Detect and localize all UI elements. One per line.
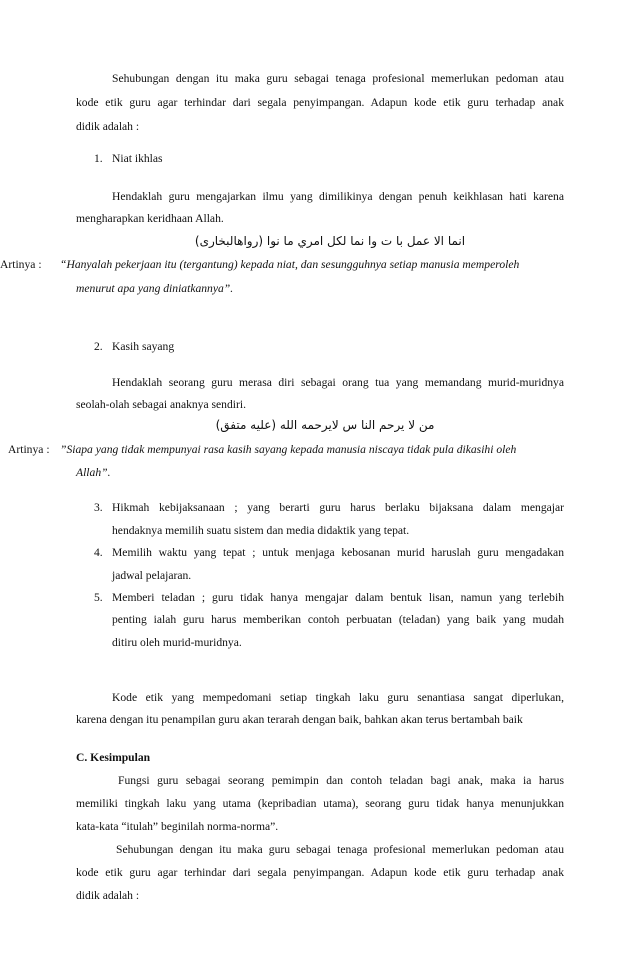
conclusion-heading: C. Kesimpulan: [76, 751, 151, 764]
conclusion-p1-line-3: kata-kata “itulah” beginilah norma-norma”.: [76, 820, 279, 833]
item-5-line-2: penting ialah guru harus memberikan contoh perbuatan (teladan) yang baik yang mudah: [112, 613, 564, 626]
item-1-arabic-hadith: انما الا عمل با ت وا نما لكل امري ما نوا (رواهالبخارى): [194, 234, 466, 248]
item-1-para-line-2: mengharapkan keridhaan Allah.: [76, 212, 224, 225]
item-2-para-line-2: seolah-olah sebagai anaknya sendiri.: [76, 398, 246, 411]
item-2-title: Kasih sayang: [112, 340, 175, 353]
item-4-line-1: Memilih waktu yang tepat ; untuk menjaga kebosanan murid haruslah guru mengadakan: [112, 546, 564, 559]
item-1-title: Niat ikhlas: [112, 152, 163, 165]
item-5-number: 5.: [94, 591, 103, 604]
closing-line-2: karena dengan itu penampilan guru akan terarah dengan baik, bahkan akan terus bertambah baik: [76, 713, 523, 726]
item-3-line-2: hendaknya memilih suatu sistem dan media didaktik yang tepat.: [112, 524, 410, 537]
item-5-line-1: Memberi teladan ; guru tidak hanya mengajar dalam bentuk lisan, namun yang terlebih: [112, 591, 564, 604]
conclusion-p1-line-2: memiliki tingkah laku yang utama (kepribadian utama), seorang guru tidak hanya menunjukkan: [76, 797, 564, 810]
conclusion-p2-line-2: kode etik guru agar terhindar dari segala penyimpangan. Adapun kode etik guru terhadap anak: [76, 866, 564, 879]
conclusion-p1-line-1: Fungsi guru sebagai seorang pemimpin dan contoh teladan bagi anak, maka ia harus: [118, 774, 564, 787]
item-2-translation-line-1: ”Siapa yang tidak mempunyai rasa kasih sayang kepada manusia niscaya tidak pula dikasihi oleh: [60, 443, 517, 456]
intro-line-1: Sehubungan dengan itu maka guru sebagai tenaga profesional memerlukan pedoman atau: [112, 72, 564, 85]
conclusion-p2-line-1: Sehubungan dengan itu maka guru sebagai tenaga profesional memerlukan pedoman atau: [116, 843, 564, 856]
intro-line-3: didik adalah :: [76, 120, 140, 133]
item-2-number: 2.: [94, 340, 103, 353]
item-3-line-1: Hikmah kebijaksanaan ; yang berarti guru harus berlaku bijaksana dalam mengajar: [112, 501, 564, 514]
item-1-translation-line-2: menurut apa yang diniatkannya”.: [76, 282, 234, 295]
item-4-line-2: jadwal pelajaran.: [112, 569, 192, 582]
item-1-para-line-1: Hendaklah guru mengajarkan ilmu yang dimilikinya dengan penuh keikhlasan hati karena: [112, 190, 564, 203]
item-1-number: 1.: [94, 152, 103, 165]
item-1-translation-line-1: “Hanyalah pekerjaan itu (tergantung) kepada niat, dan sesungguhnya setiap manusia memperoleh: [60, 258, 520, 271]
intro-line-2: kode etik guru agar terhindar dari segala penyimpangan. Adapun kode etik guru terhadap anak: [76, 96, 564, 109]
item-2-arabic-hadith: من لا يرحم النا س لايرحمه الله (عليه متفق): [215, 418, 435, 432]
conclusion-p2-line-3: didik adalah :: [76, 889, 140, 902]
item-4-number: 4.: [94, 546, 103, 559]
closing-line-1: Kode etik yang mempedomani setiap tingkah laku guru senantiasa sangat diperlukan,: [112, 691, 564, 704]
item-2-translation-label: Artinya :: [8, 443, 50, 456]
item-5-line-3: ditiru oleh murid-muridnya.: [112, 636, 242, 649]
item-1-translation-label: Artinya :: [0, 258, 42, 271]
item-2-translation-line-2: Allah”.: [76, 466, 111, 479]
item-3-number: 3.: [94, 501, 103, 514]
item-2-para-line-1: Hendaklah seorang guru merasa diri sebagai orang tua yang memandang murid-muridnya: [112, 376, 564, 389]
